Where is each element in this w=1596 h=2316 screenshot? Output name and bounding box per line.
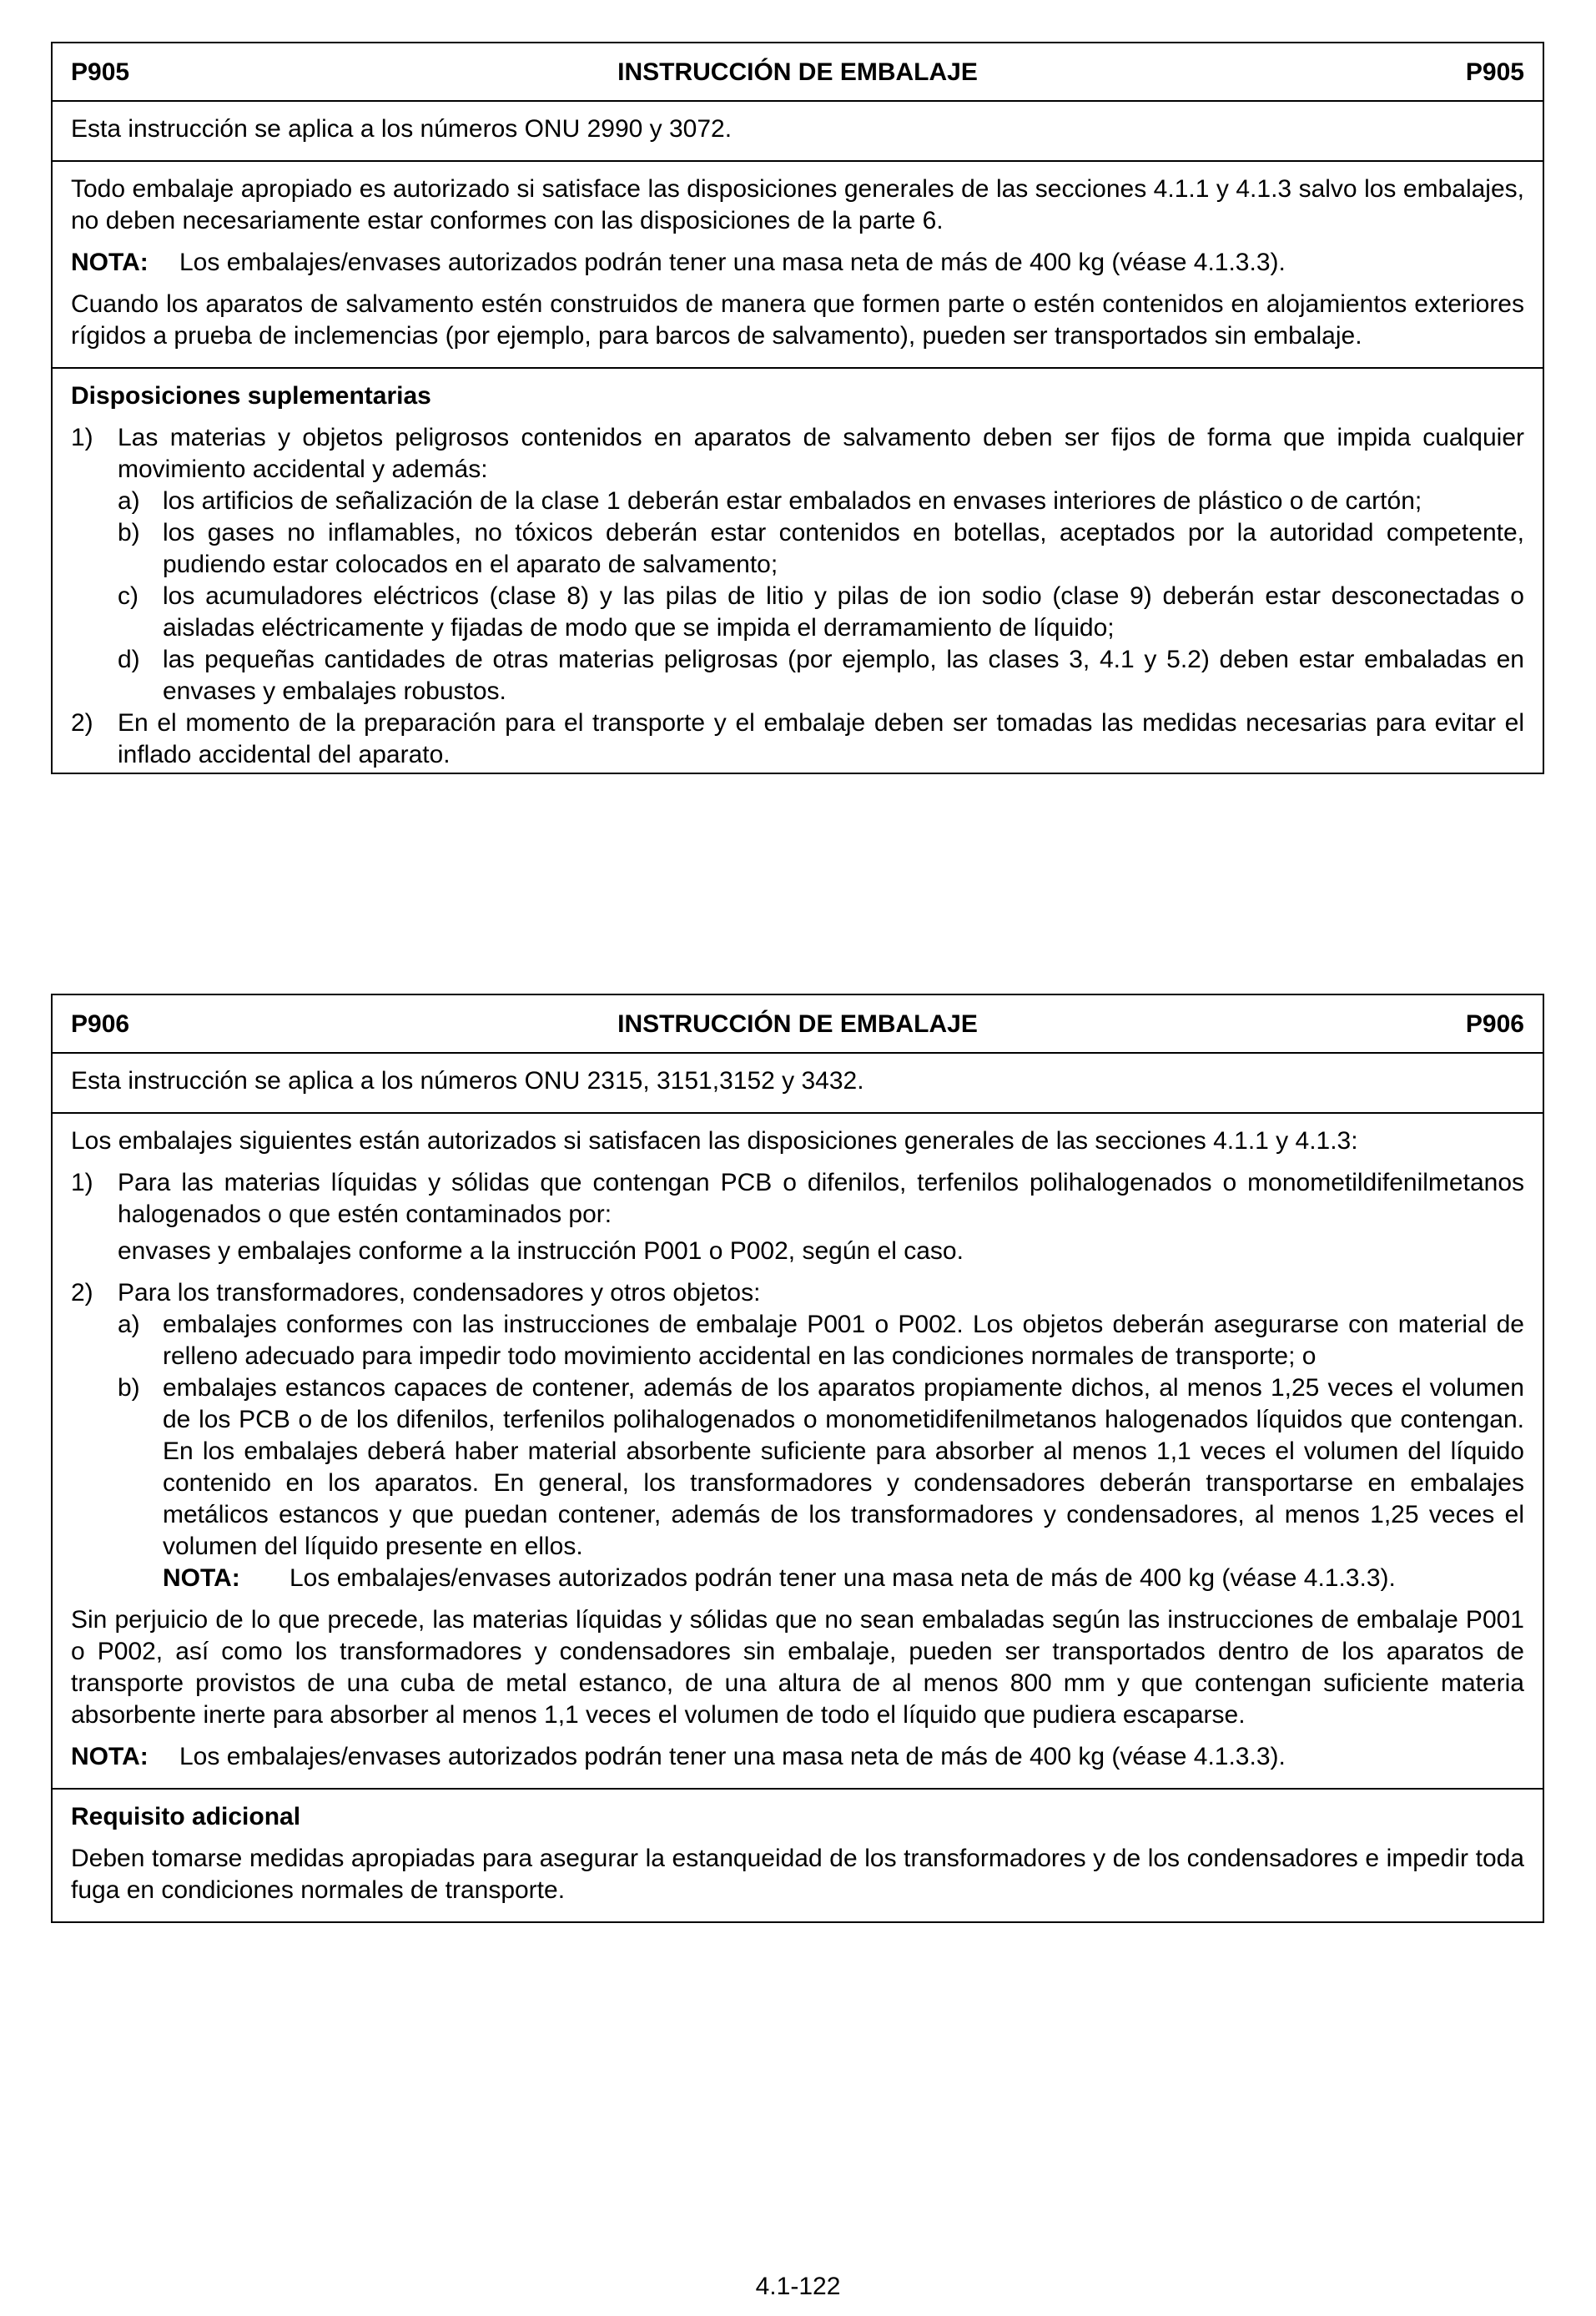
list-item	[71, 1167, 1524, 1231]
instruction-code-right: P905	[1465, 58, 1524, 86]
supplementary-provisions-row	[53, 367, 1543, 773]
instruction-code-right: P906	[1465, 1010, 1524, 1038]
list-item-number: 2)	[71, 709, 93, 737]
instruction-code-left: P906	[71, 1010, 130, 1038]
note-text: Los embalajes/envases autorizados podrán tener una masa neta de más de 400 kg (véase 4.1.3.3).	[289, 1564, 1396, 1592]
list-item-number: 1)	[71, 424, 93, 451]
packing-instruction-p905	[51, 42, 1544, 774]
list-item-letter: a)	[118, 487, 140, 515]
list-item-text: Para las materias líquidas y sólidas que contengan PCB o difenilos, terfenilos polihalogenados o monometildifenilmetanos halogenados o que estén contaminados por:	[118, 1169, 1524, 1228]
list-item-text: los artificios de señalización de la clase 1 deberán estar embalados en envases interiores de plástico o de cartón;	[163, 487, 1422, 515]
instruction-header	[53, 995, 1543, 1052]
general-provisions-row	[53, 160, 1543, 367]
list-item	[118, 517, 1524, 581]
sub-list	[71, 486, 1524, 707]
list-item-letter: a)	[118, 1311, 140, 1338]
note	[71, 1741, 1524, 1773]
instruction-header	[53, 43, 1543, 100]
instruction-title: INSTRUCCIÓN DE EMBALAJE	[617, 1010, 978, 1038]
additional-requirement-text: Deben tomarse medidas apropiadas para asegurar la estanqueidad de los transformadores y de los condensadores e impedir toda fuga en condiciones normales de transporte.	[71, 1845, 1524, 1904]
general-provisions-text: Todo embalaje apropiado es autorizado si satisface las disposiciones generales de las secciones 4.1.1 y 4.1.3 salvo los embalajes, no deben necesariamente estar conformes con las disposiciones de la parte 6.	[71, 175, 1524, 234]
sub-list	[71, 1309, 1524, 1563]
list-item	[118, 581, 1524, 644]
list-item-text: En el momento de la preparación para el transporte y el embalaje deben ser tomadas las medidas necesarias para evitar el inflado accidental del aparato.	[118, 709, 1524, 768]
note-label: NOTA:	[71, 1743, 149, 1770]
intro-text: Los embalajes siguientes están autorizados si satisfacen las disposiciones generales de las secciones 4.1.1 y 4.1.3:	[71, 1127, 1358, 1155]
note-label: NOTA:	[71, 249, 149, 276]
applicability-row	[53, 1052, 1543, 1112]
list-item-text: Para los transformadores, condensadores y otros objetos:	[118, 1279, 761, 1307]
packing-instruction-p906	[51, 994, 1544, 1923]
list-item	[118, 1309, 1524, 1372]
list-item-text: las pequeñas cantidades de otras materias peligrosas (por ejemplo, las clases 3, 4.1 y 5.2) deben estar embaladas en envases y embalajes robustos.	[163, 646, 1524, 705]
list-item-text: embalajes conformes con las instrucciones de embalaje P001 o P002. Los objetos deberán asegurarse con material de relleno adecuado para impedir todo movimiento accidental en las condiciones normales de transporte; o	[163, 1311, 1524, 1370]
list-item-letter: b)	[118, 519, 140, 546]
list-item-text: los acumuladores eléctricos (clase 8) y las pilas de litio y pilas de ion sodio (clase 9) deberán estar desconectadas o aisladas eléctricamente y fijadas de modo que se impida el derramamiento de líquido;	[163, 582, 1524, 642]
applicability-row	[53, 100, 1543, 160]
list-item	[118, 644, 1524, 707]
applicability-text: Esta instrucción se aplica a los números ONU 2990 y 3072.	[71, 115, 733, 143]
list-item	[71, 1277, 1524, 1309]
list-item-letter: b)	[118, 1374, 140, 1402]
note	[71, 247, 1524, 279]
list-item-text: embalajes estancos capaces de contener, además de los aparatos propiamente dichos, al menos 1,25 veces el volumen de los PCB o de los difenilos, terfenilos polihalogenados o monometidifenilmetanos halogenados líquidos que contengan. En los embalajes deberá haber material absorbente suficiente para absorber al menos 1,1 veces el volumen del líquido contenido en los aparatos. En general, los transformadores y condensadores deberán transportarse en embalajes metálicos estancos y que puedan contener, además de los transformadores y condensadores, al menos 1,25 veces el volumen del líquido presente en ellos.	[163, 1374, 1524, 1560]
list-item	[71, 422, 1524, 486]
list-item-text: Las materias y objetos peligrosos contenidos en aparatos de salvamento deben ser fijos de forma que impida cualquier movimiento accidental y además:	[118, 424, 1524, 483]
list-item-number: 2)	[71, 1279, 93, 1307]
list-item-letter: d)	[118, 646, 140, 673]
supplementary-heading: Disposiciones suplementarias	[71, 382, 431, 410]
applicability-text: Esta instrucción se aplica a los números ONU 2315, 3151,3152 y 3432.	[71, 1067, 864, 1095]
note-text: Los embalajes/envases autorizados podrán tener una masa neta de más de 400 kg (véase 4.1.3.3).	[179, 249, 1286, 276]
note-label: NOTA:	[163, 1564, 240, 1592]
sub-note	[71, 1563, 1524, 1594]
list-item-text: los gases no inflamables, no tóxicos deberán estar contenidos en botellas, aceptados por la autoridad competente, pudiendo estar colocados en el aparato de salvamento;	[163, 519, 1524, 578]
list-item	[118, 1372, 1524, 1563]
list-item-number: 1)	[71, 1169, 93, 1196]
list-item-letter: c)	[118, 582, 138, 610]
page-number: 4.1-122	[755, 2273, 841, 2300]
note-text: Los embalajes/envases autorizados podrán tener una masa neta de más de 400 kg (véase 4.1.3.3).	[179, 1743, 1286, 1770]
instruction-code-left: P905	[71, 58, 130, 86]
additional-requirement-heading: Requisito adicional	[71, 1803, 301, 1830]
instruction-title: INSTRUCCIÓN DE EMBALAJE	[617, 58, 978, 86]
notwithstanding-text: Sin perjuicio de lo que precede, las materias líquidas y sólidas que no sean embaladas según las instrucciones de embalaje P001 o P002, así como los transformadores y condensadores sin embalaje, pueden ser transportados dentro de los aparatos de transporte provistos de una cuba de metal estanco, de una altura de al menos 800 mm y que contengan suficiente materia absorbente inerte para absorber al menos 1,1 veces el volumen de todo el líquido que pudiera escaparse.	[71, 1606, 1524, 1729]
list-item	[71, 707, 1524, 771]
life-saving-text: Cuando los aparatos de salvamento estén construidos de manera que formen parte o estén contenidos en alojamientos exteriores rígidos a prueba de inclemencias (por ejemplo, para barcos de salvamento), pueden ser transportados sin embalaje.	[71, 290, 1524, 350]
list-item-detail: envases y embalajes conforme a la instrucción P001 o P002, según el caso.	[118, 1237, 964, 1265]
authorized-packagings-row	[53, 1112, 1543, 1788]
additional-requirement-row	[53, 1788, 1543, 1921]
list-item	[118, 486, 1524, 517]
